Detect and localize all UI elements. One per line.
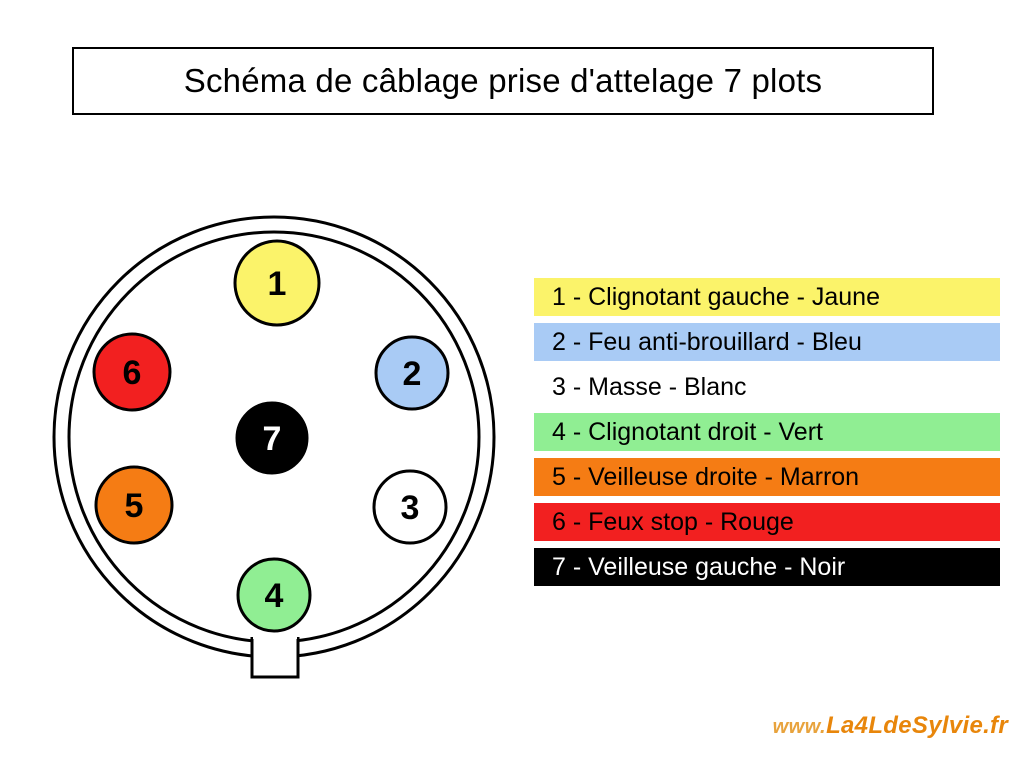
legend-row (534, 458, 1000, 496)
connector-diagram (52, 185, 522, 695)
title-box (72, 47, 934, 115)
pin-3 (374, 471, 446, 543)
pin-4 (238, 559, 310, 631)
socket-keyway-notch (252, 637, 298, 677)
watermark-prefix: www. (772, 716, 827, 738)
pin-1-label: 1 (267, 265, 287, 303)
legend-row-label: 3 - Masse - Blanc (552, 372, 747, 401)
page-title: Schéma de câblage prise d'attelage 7 plots (183, 62, 823, 99)
website-watermark (773, 712, 1008, 740)
pin-2-label: 2 (402, 355, 422, 393)
pin-3-label: 3 (400, 489, 420, 527)
pin-7-label: 7 (262, 420, 282, 458)
legend-row-label: 2 - Feu anti-brouillard - Bleu (552, 327, 862, 356)
legend-row (534, 503, 1000, 541)
legend-row-label: 4 - Clignotant droit - Vert (552, 417, 823, 446)
watermark-site-name: La4LdeSylvie.fr (826, 712, 1008, 739)
legend-row-label: 1 - Clignotant gauche - Jaune (552, 282, 880, 311)
legend-row (534, 323, 1000, 361)
legend-row-label: 5 - Veilleuse droite - Marron (552, 462, 860, 491)
legend-row-label: 6 - Feux stop - Rouge (552, 507, 794, 536)
pin-7 (237, 403, 307, 473)
pin-4-label: 4 (264, 577, 284, 615)
legend-row (534, 548, 1000, 586)
pin-function-legend (534, 278, 1000, 593)
pin-1 (235, 241, 319, 325)
legend-row (534, 413, 1000, 451)
pin-6-label: 6 (122, 354, 142, 392)
legend-row (534, 368, 1000, 406)
pin-6 (94, 334, 170, 410)
legend-row-label: 7 - Veilleuse gauche - Noir (552, 552, 846, 581)
pin-2 (376, 337, 448, 409)
pin-5-label: 5 (124, 487, 144, 525)
pin-5 (96, 467, 172, 543)
legend-row (534, 278, 1000, 316)
